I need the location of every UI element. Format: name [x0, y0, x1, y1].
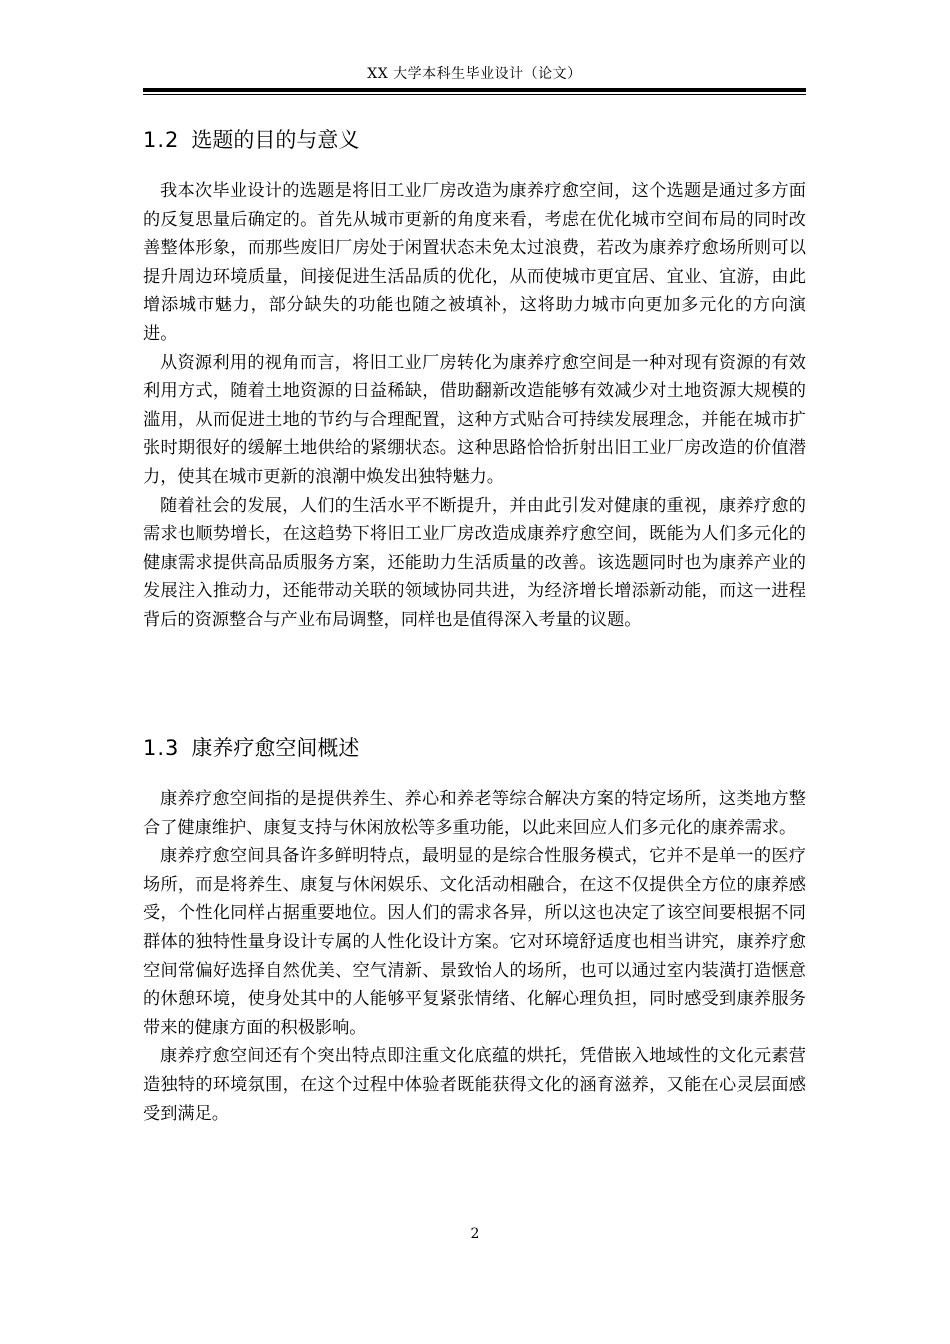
section-title: 康养疗愈空间概述: [191, 736, 360, 760]
header-rule-thin: [143, 94, 806, 95]
section-title: 选题的目的与意义: [191, 128, 360, 152]
body-paragraph: 康养疗愈空间具备许多鲜明特点，最明显的是综合性服务模式，它并不是单一的医疗场所，而是将养生、康复与休闲娱乐、文化活动相融合，在这不仅提供全方位的康养感受，个性化同样占据重要地位。因人们的需求各异，所以这也决定了该空间要根据不同群体的独特性量身设计专属的人性化设计方案。它对环境舒适度也相当讲究，康养疗愈空间常偏好选择自然优美、空气清新、景致怡人的场所，也可以通过室内装潢打造惬意的休憩环境，使身处其中的人能够平复紧张情绪、化解心理负担，同时感受到康养服务带来的健康方面的积极影响。: [143, 846, 806, 1038]
section-heading: [143, 125, 806, 155]
body-paragraph: 随着社会的发展，人们的生活水平不断提升，并由此引发对健康的重视，康养疗愈的需求也顺势增长，在这趋势下将旧工业厂房改造成康养疗愈空间，既能为人们多元化的健康需求提供高品质服务方案，还能助力生活质量的改善。该选题同时也为康养产业的发展注入推动力，还能带动关联的领域协同共进，为经济增长增添新动能，而这一进程背后的资源整合与产业布局调整，同样也是值得深入考量的议题。: [143, 495, 806, 630]
section-1-3: [143, 733, 806, 1128]
running-header: XX 大学本科生毕业设计（论文）: [367, 66, 582, 82]
section-1-2: [143, 125, 806, 635]
header-rule-thick: [143, 88, 806, 92]
section-heading: [143, 733, 806, 763]
body-paragraph: 我本次毕业设计的选题是将旧工业厂房改造为康养疗愈空间，这个选题是通过多方面的反复思量后确定的。首先从城市更新的角度来看，考虑在优化城市空间布局的同时改善整体形象，而那些废旧厂房处于闲置状态未免太过浪费，若改为康养疗愈场所则可以提升周边环境质量，间接促进生活品质的优化，从而使城市更宜居、宜业、宜游，由此增添城市魅力，部分缺失的功能也随之被填补，这将助力城市向更加多元化的方向演进。: [143, 181, 806, 344]
body-paragraph: 康养疗愈空间指的是提供养生、养心和养老等综合解决方案的特定场所，这类地方整合了健康维护、康复支持与休闲放松等多重功能，以此来回应人们多元化的康养需求。: [143, 789, 806, 838]
body-paragraph: 从资源利用的视角而言，将旧工业厂房转化为康养疗愈空间是一种对现有资源的有效利用方式，随着土地资源的日益稀缺，借助翻新改造能够有效减少对土地资源大规模的滥用，从而促进土地的节约与合理配置，这种方式贴合可持续发展理念，并能在城市扩张时期很好的缓解土地供给的紧绷状态。这种思路恰恰折射出旧工业厂房改造的价值潜力，使其在城市更新的浪潮中焕发出独特魅力。: [143, 352, 806, 487]
body-paragraph: 康养疗愈空间还有个突出特点即注重文化底蕴的烘托，凭借嵌入地域性的文化元素营造独特的环境氛围，在这个过程中体验者既能获得文化的涵育滋养，又能在心灵层面感受到满足。: [143, 1046, 806, 1124]
section-number: 1.2: [143, 128, 180, 152]
section-number: 1.3: [143, 736, 180, 760]
page-number: 2: [470, 1226, 480, 1242]
